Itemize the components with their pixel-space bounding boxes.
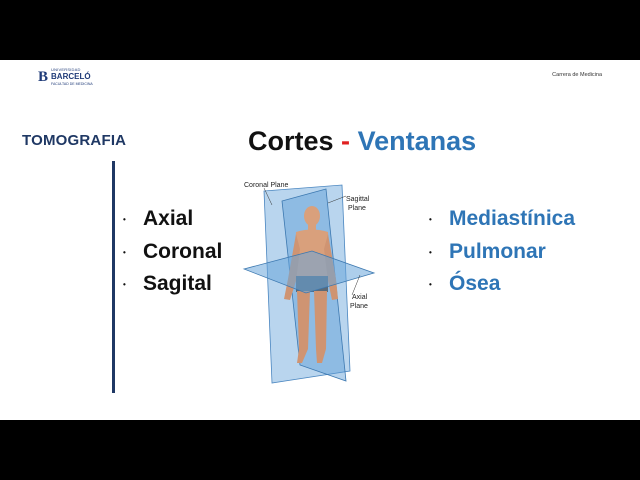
coronal-plane-label: Coronal Plane xyxy=(244,182,289,189)
anatomical-planes-figure xyxy=(242,179,376,389)
slide-title xyxy=(248,126,476,157)
vertical-divider xyxy=(112,161,115,393)
list-item-coronal: • Coronal xyxy=(123,236,222,269)
logo-text xyxy=(51,67,93,87)
title-separator: - xyxy=(341,126,351,156)
logo-faculty: FACULTAD DE MEDICINA xyxy=(51,82,93,86)
barcelo-logo-icon xyxy=(38,68,93,86)
logo-name: BARCELÓ xyxy=(51,72,91,81)
slide xyxy=(0,60,640,420)
list-item-pulmonar: • Pulmonar xyxy=(429,236,575,269)
logo-university: UNIVERSIDAD xyxy=(51,67,81,72)
list-item-mediastinica: • Mediastínica xyxy=(429,203,575,236)
career-label: Carrera de Medicina xyxy=(552,72,602,78)
list-item-sagital: • Sagital xyxy=(123,268,222,301)
title-ventanas: Ventanas xyxy=(357,126,477,156)
logo-mark: B xyxy=(38,68,49,85)
section-title: TOMOGRAFIA xyxy=(22,132,127,149)
list-item-osea: • Ósea xyxy=(429,268,575,301)
title-cortes: Cortes xyxy=(248,126,334,156)
ventanas-list xyxy=(429,203,575,301)
list-item-axial: • Axial xyxy=(123,203,222,236)
axial-plane-label-2: Plane xyxy=(350,303,368,310)
axial-plane-label-1: Axial xyxy=(352,294,368,301)
cortes-list xyxy=(123,203,222,301)
sagittal-plane-label-2: Plane xyxy=(348,205,366,212)
sagittal-plane-label-1: Sagittal xyxy=(346,196,370,203)
